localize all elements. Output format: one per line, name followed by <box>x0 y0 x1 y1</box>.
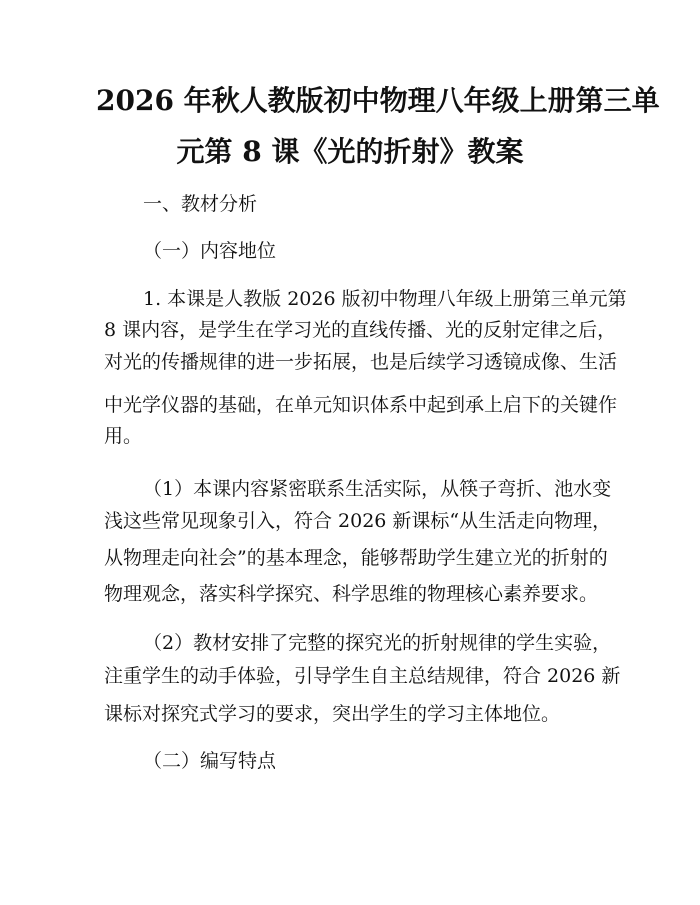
paragraph-3-line-2: 注重学生的动手体验，引导学生自主总结规律，符合 2026 新 <box>104 665 621 687</box>
paragraph-3-line-3: 课标对探究式学习的要求，突出学生的学习主体地位。 <box>104 703 561 725</box>
paragraph-1-line-4: 中光学仪器的基础，在单元知识体系中起到承上启下的关键作 <box>104 394 618 416</box>
paragraph-1-line-2: 8 课内容，是学生在学习光的直线传播、光的反射定律之后， <box>104 319 617 341</box>
paragraph-1-line-3: 对光的传播规律的进一步拓展，也是后续学习透镜成像、生活 <box>104 351 618 373</box>
paragraph-3-line-1: （2）教材安排了完整的探究光的折射规律的学生实验， <box>143 632 612 654</box>
paragraph-2-line-2: 浅这些常见现象引入，符合 2026 新课标“从生活走向物理， <box>104 510 612 532</box>
paragraph-1-line-1: 1. 本课是人教版 2026 版初中物理八年级上册第三单元第 <box>143 288 627 310</box>
paragraph-2-line-1: （1）本课内容紧密联系生活实际，从筷子弯折、池水变 <box>143 478 612 500</box>
section-heading-teaching-material-analysis: 一、教材分析 <box>143 193 258 215</box>
paragraph-2-line-3: 从物理走向社会”的基本理念，能够帮助学生建立光的折射的 <box>104 547 608 569</box>
document-title-line-2: 元第 8 课《光的折射》教案 <box>176 135 524 168</box>
paragraph-2-line-4: 物理观念，落实科学探究、科学思维的物理核心素养要求。 <box>104 583 599 605</box>
paragraph-1-line-5: 用。 <box>104 425 143 447</box>
subsection-heading-writing-features: （二）编写特点 <box>143 750 277 772</box>
document-title-line-1: 2026 年秋人教版初中物理八年级上册第三单 <box>96 84 660 117</box>
subsection-heading-content-position: （一）内容地位 <box>143 240 277 262</box>
